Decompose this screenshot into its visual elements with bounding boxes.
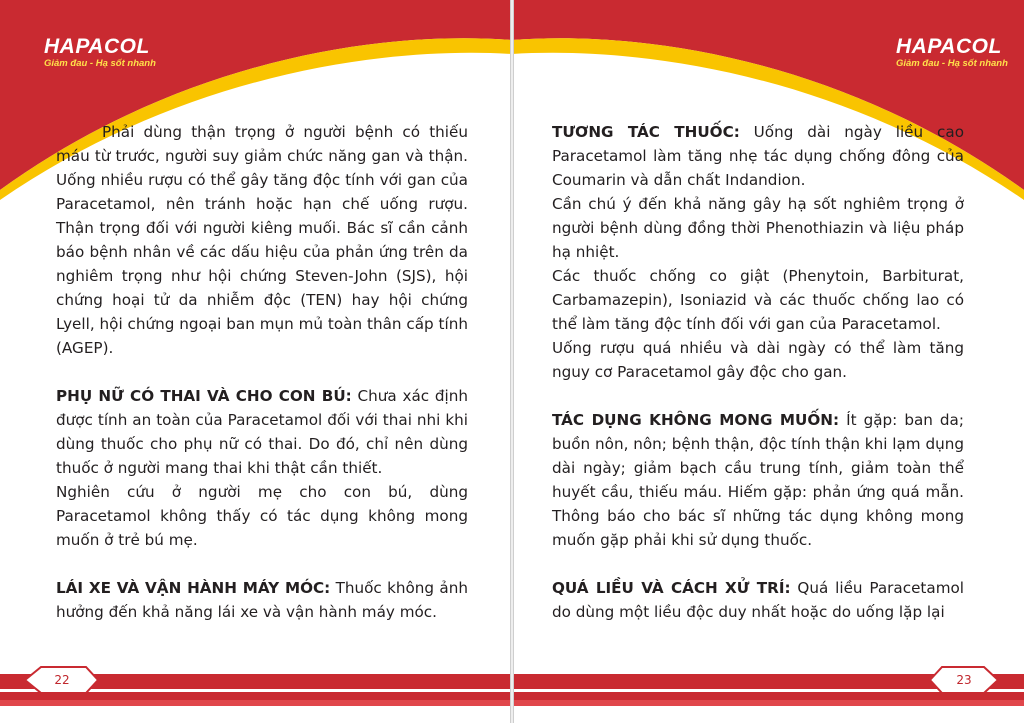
overdose-text: Quá liều Paracetamol do dùng một liều độc duy nhất hoặc do uống lặp lại	[552, 579, 964, 621]
interactions-text: Uống dài ngày liều cao Paracetamol làm tăng nhẹ tác dụng chống đông của Coumarin và dẫn chất Indandion.	[552, 123, 964, 189]
breastfeeding-text: Nghiên cứu ở người mẹ cho con bú, dùng Paracetamol không thấy có tác dụng không mong muốn ở trẻ bú mẹ.	[56, 483, 468, 549]
overdose-section	[552, 576, 964, 624]
side-effects-text: Ít gặp: ban da; buồn nôn, nôn; bệnh thận, độc tính thận khi lạm dụng dài ngày; giảm bạch cầu trung tính, giảm toàn thể huyết cầu, thiếu máu. Hiếm gặp: phản ứng quá mẫn. Thông báo cho bác sĩ những tác dụng không mong muốn gặp phải khi sử dụng thuốc.	[552, 411, 964, 549]
brand-name: HAPACOL	[44, 35, 150, 58]
interactions-text-3: Các thuốc chống co giật (Phenytoin, Barbiturat, Carbamazepin), Isoniazid và các thuốc chống lao có thể làm tăng độc tính đối với gan của Paracetamol.	[552, 267, 964, 333]
driving-heading: LÁI XE VÀ VẬN HÀNH MÁY MÓC:	[56, 579, 331, 597]
brand-tagline: Giảm đau - Hạ sốt nhanh	[896, 58, 1008, 69]
pregnancy-heading: PHỤ NỮ CÓ THAI VÀ CHO CON BÚ:	[56, 387, 352, 405]
brand-name: HAPACOL	[896, 35, 1002, 58]
page-number: 23	[956, 673, 972, 687]
driving-section	[56, 576, 468, 624]
interactions-text-2: Cần chú ý đến khả năng gây hạ sốt nghiêm trọng ở người bệnh dùng đồng thời Phenothiazin và liệu pháp hạ nhiệt.	[552, 195, 964, 261]
bottom-diagonal	[512, 700, 1024, 706]
page-number: 22	[54, 673, 70, 687]
interactions-heading: TƯƠNG TÁC THUỐC:	[552, 123, 740, 141]
brand-logo-right	[896, 36, 1008, 70]
bottom-diagonal	[0, 700, 512, 706]
interactions-text-4: Uống rượu quá nhiều và dài ngày có thể làm tăng nguy cơ Paracetamol gây độc cho gan.	[552, 339, 964, 381]
side-effects-heading: TÁC DỤNG KHÔNG MONG MUỐN:	[552, 411, 840, 429]
pregnancy-section	[56, 384, 468, 480]
right-page	[512, 0, 1024, 723]
overdose-heading: QUÁ LIỀU VÀ CÁCH XỬ TRÍ:	[552, 579, 791, 597]
right-page-text	[552, 120, 964, 624]
brand-logo-left	[44, 36, 156, 70]
pregnancy-text: Chưa xác định được tính an toàn của Paracetamol đối với thai nhi khi dùng thuốc cho phụ nữ có thai. Do đó, chỉ nên dùng thuốc ở người mang thai khi thật cần thiết.	[56, 387, 468, 477]
brand-tagline: Giảm đau - Hạ sốt nhanh	[44, 58, 156, 69]
left-page-text	[56, 120, 468, 624]
side-effects-section	[552, 408, 964, 552]
precautions-paragraph: Phải dùng thận trọng ở người bệnh có thiếu máu từ trước, người suy giảm chức năng gan và thận. Uống nhiều rượu có thể gây tăng độc tính với gan của Paracetamol, nên tránh hoặc hạn chế uống rượu. Thận trọng đối với người kiêng muối. Bác sĩ cần cảnh báo bệnh nhân về các dấu hiệu của phản ứng trên da nghiêm trọng như hội chứng Steven-John (SJS), hội chứng hoại tử da nhiễm độc (TEN) hay hội chứng Lyell, hội chứng ngoại ban mụn mủ toàn thân cấp tính (AGEP).	[56, 123, 468, 357]
interactions-section	[552, 120, 964, 192]
book-gutter	[510, 0, 514, 723]
driving-text: Thuốc không ảnh hưởng đến khả năng lái xe và vận hành máy móc.	[56, 579, 468, 621]
